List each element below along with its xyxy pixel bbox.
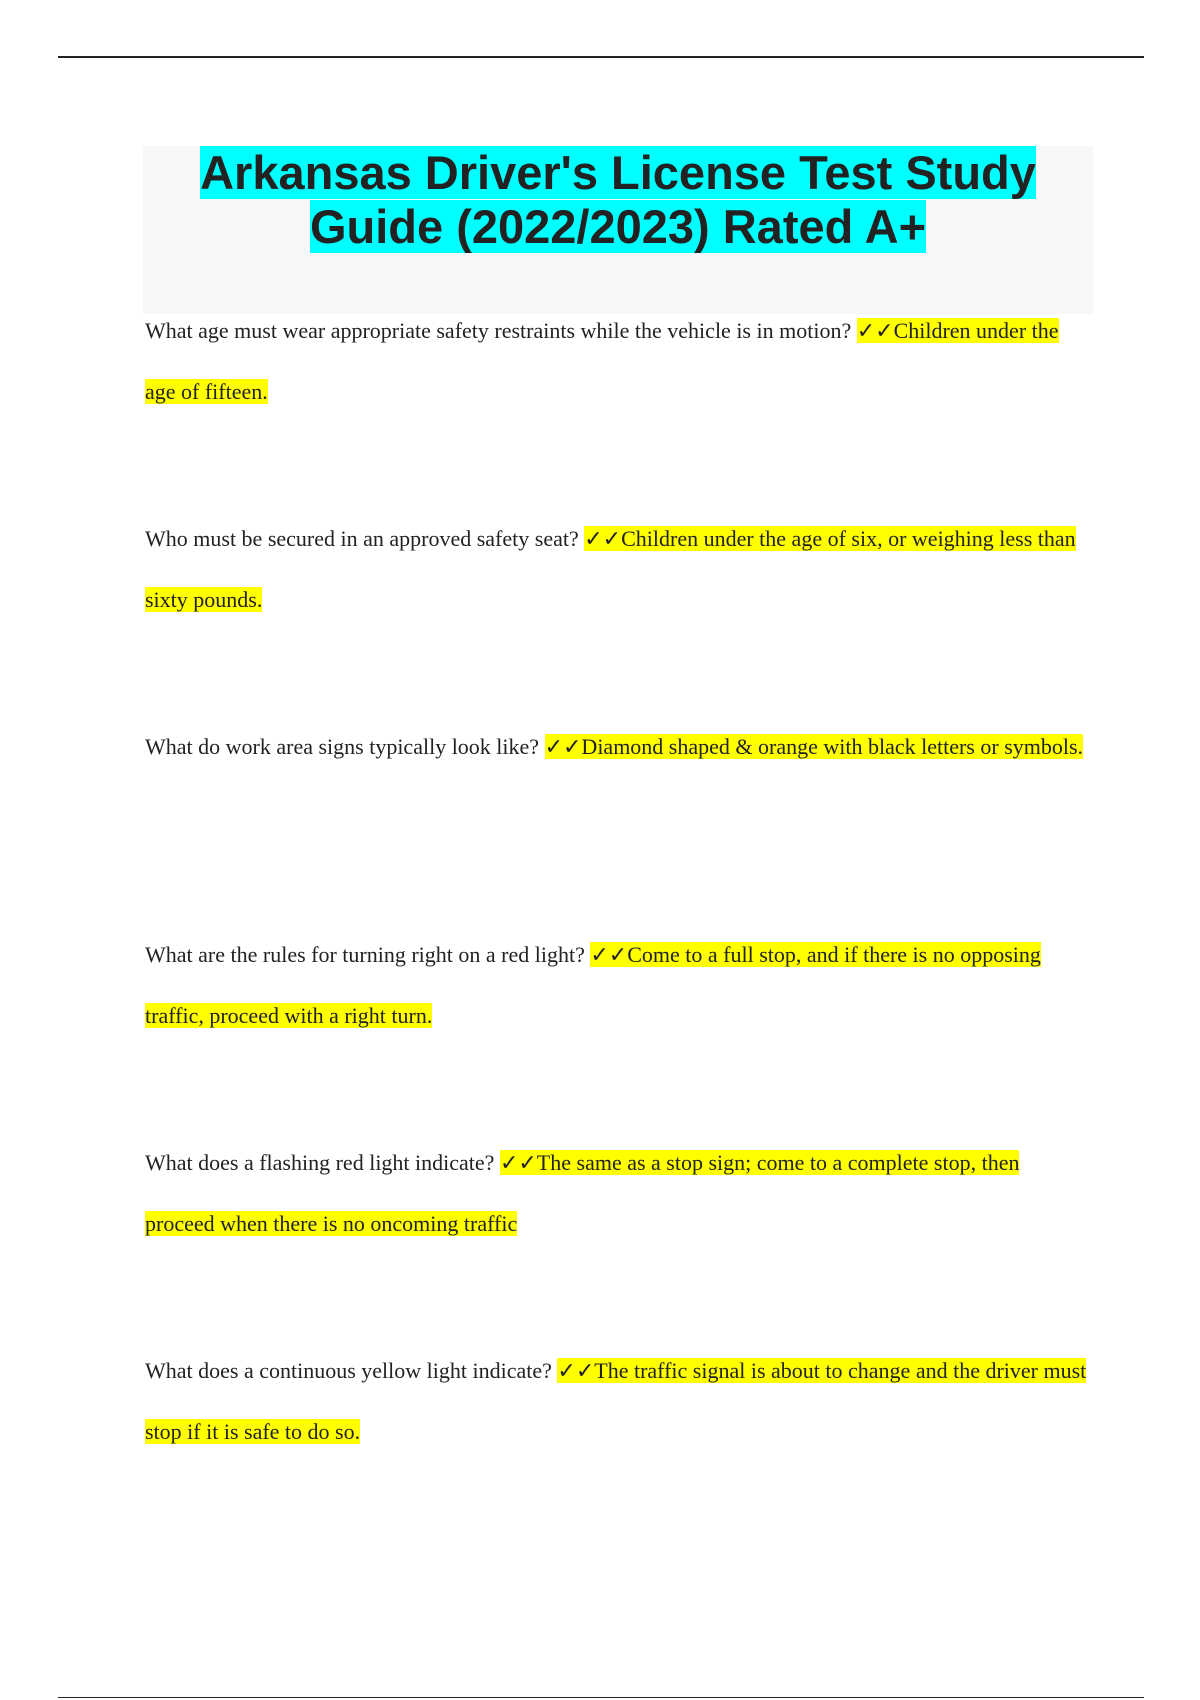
- question-text: What does a continuous yellow light indicate?: [145, 1358, 558, 1383]
- qa-item: [145, 1340, 1090, 1548]
- answer-text: ✓✓Come to a full stop, and if there is no opposing traffic, proceed with a right turn.: [145, 942, 1041, 1028]
- question-text: What do work area signs typically look like?: [145, 734, 545, 759]
- answer-text: ✓✓Diamond shaped & orange with black letters or symbols.: [544, 734, 1084, 759]
- question-text: What age must wear appropriate safety restraints while the vehicle is in motion?: [145, 318, 857, 343]
- answer-text: ✓✓The same as a stop sign; come to a complete stop, then proceed when there is no oncoming traffic: [145, 1150, 1020, 1236]
- qa-item: [145, 716, 1090, 924]
- qa-list: [145, 300, 1090, 1548]
- answer-text: ✓✓Children under the age of fifteen.: [145, 318, 1059, 404]
- bottom-rule: [58, 1697, 1144, 1698]
- title-highlight: Arkansas Driver's License Test Study Guide (2022/2023) Rated A+: [200, 146, 1036, 253]
- qa-item: [145, 300, 1090, 508]
- qa-item: [145, 508, 1090, 716]
- qa-item: [145, 924, 1090, 1132]
- question-text: Who must be secured in an approved safety seat?: [145, 526, 585, 551]
- question-text: What are the rules for turning right on a red light?: [145, 942, 591, 967]
- qa-item: [145, 1132, 1090, 1340]
- document-title: [143, 146, 1093, 254]
- title-block: [143, 146, 1093, 314]
- answer-text: ✓✓The traffic signal is about to change and the driver must stop if it is safe to do so.: [145, 1358, 1087, 1444]
- top-rule: [58, 56, 1144, 58]
- answer-text: ✓✓Children under the age of six, or weighing less than sixty pounds.: [145, 526, 1076, 612]
- question-text: What does a flashing red light indicate?: [145, 1150, 500, 1175]
